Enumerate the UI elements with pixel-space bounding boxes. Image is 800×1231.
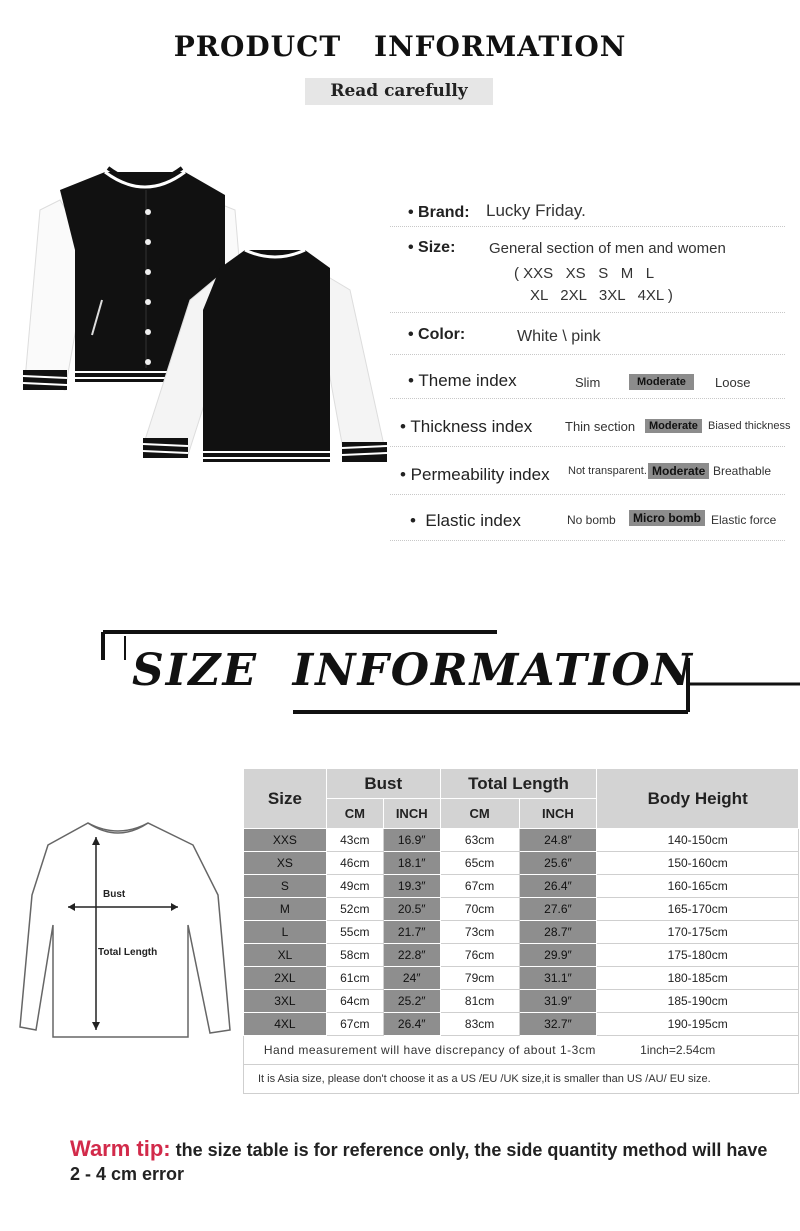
cell-size: 4XL (244, 1013, 327, 1036)
cell-length-inch: 26.4″ (519, 875, 597, 898)
size-table (243, 768, 799, 1094)
color-row (390, 321, 785, 355)
header-body-height: Body Height (597, 769, 799, 829)
elastic-opt-2: Micro bomb (629, 510, 705, 526)
cell-bust-inch: 18.1″ (383, 852, 440, 875)
header-bust: Bust (326, 769, 440, 799)
warm-tip-text: the size table is for reference only, the side quantity method will have 2 - 4 cm error (70, 1140, 768, 1184)
cell-bust-cm: 67cm (326, 1013, 383, 1036)
size-value: General section of men and women (489, 240, 726, 257)
elastic-index-label: • Elastic index (410, 511, 521, 530)
cell-size: L (244, 921, 327, 944)
cell-height: 165-170cm (597, 898, 799, 921)
cell-size: S (244, 875, 327, 898)
cell-bust-inch: 26.4″ (383, 1013, 440, 1036)
table-row (244, 875, 799, 898)
permeability-index-row (390, 455, 785, 495)
diagram-bust-label: Bust (103, 889, 126, 900)
theme-opt-2: Moderate (629, 374, 694, 390)
elastic-opt-3: Elastic force (711, 513, 777, 527)
cell-bust-inch: 24″ (383, 967, 440, 990)
cell-height: 170-175cm (597, 921, 799, 944)
note-row-2 (244, 1065, 799, 1094)
permeability-opt-1: Not transparent. (568, 465, 647, 477)
cell-length-inch: 29.9″ (519, 944, 597, 967)
cell-length-cm: 70cm (440, 898, 519, 921)
theme-opt-3: Loose (715, 375, 751, 390)
warm-tip-label: Warm tip: (70, 1136, 171, 1161)
cell-bust-inch: 25.2″ (383, 990, 440, 1013)
cell-bust-inch: 20.5″ (383, 898, 440, 921)
size-list-1: ( XXS XS S M L (514, 265, 655, 282)
cell-height: 150-160cm (597, 852, 799, 875)
color-label: • Color: (408, 326, 466, 343)
cell-height: 185-190cm (597, 990, 799, 1013)
cell-length-cm: 81cm (440, 990, 519, 1013)
elastic-opt-1: No bomb (567, 513, 616, 527)
thickness-opt-1: Thin section (565, 419, 636, 434)
table-row (244, 967, 799, 990)
size-list-2: XL 2XL 3XL 4XL ) (530, 287, 673, 304)
cell-size: XXS (244, 829, 327, 852)
cell-length-cm: 79cm (440, 967, 519, 990)
header-size: Size (244, 769, 327, 829)
cell-size: 2XL (244, 967, 327, 990)
cell-size: M (244, 898, 327, 921)
cell-length-cm: 63cm (440, 829, 519, 852)
sub-length-cm: CM (440, 799, 519, 829)
cell-length-inch: 31.1″ (519, 967, 597, 990)
cell-bust-cm: 61cm (326, 967, 383, 990)
table-row (244, 1013, 799, 1036)
sweater-diagram (18, 815, 240, 1045)
theme-opt-1: Slim (575, 375, 601, 390)
subtitle-badge: Read carefully (305, 78, 493, 105)
cell-bust-cm: 64cm (326, 990, 383, 1013)
jacket-images (20, 150, 400, 480)
cell-length-inch: 31.9″ (519, 990, 597, 1013)
size-label: • Size: (408, 239, 456, 256)
table-row (244, 898, 799, 921)
cell-bust-cm: 52cm (326, 898, 383, 921)
table-row (244, 829, 799, 852)
header-total-length: Total Length (440, 769, 597, 799)
thickness-opt-2: Moderate (645, 419, 702, 433)
cell-length-cm: 65cm (440, 852, 519, 875)
cell-height: 180-185cm (597, 967, 799, 990)
brand-label: • Brand: (408, 204, 470, 221)
cell-length-cm: 67cm (440, 875, 519, 898)
thickness-opt-3: Biased thickness (708, 420, 791, 432)
cell-length-cm: 83cm (440, 1013, 519, 1036)
table-row (244, 990, 799, 1013)
permeability-opt-3: Breathable (713, 464, 772, 478)
diagram-length-label: Total Length (98, 947, 158, 958)
cell-length-inch: 28.7″ (519, 921, 597, 944)
thickness-index-row (390, 407, 791, 447)
warm-tip (70, 1137, 770, 1186)
cell-length-inch: 24.8″ (519, 829, 597, 852)
theme-index-row (390, 363, 785, 399)
cell-bust-cm: 43cm (326, 829, 383, 852)
elastic-index-row (390, 503, 785, 541)
cell-bust-cm: 55cm (326, 921, 383, 944)
cell-height: 160-165cm (597, 875, 799, 898)
cell-bust-cm: 49cm (326, 875, 383, 898)
cell-size: XL (244, 944, 327, 967)
table-row (244, 852, 799, 875)
cell-bust-inch: 19.3″ (383, 875, 440, 898)
permeability-opt-2: Moderate (648, 463, 709, 479)
cell-bust-inch: 16.9″ (383, 829, 440, 852)
cell-height: 140-150cm (597, 829, 799, 852)
sub-length-inch: INCH (519, 799, 597, 829)
cell-bust-inch: 21.7″ (383, 921, 440, 944)
permeability-index-label: • Permeability index (400, 465, 550, 484)
note-inch: 1inch=2.54cm (640, 1043, 716, 1057)
table-row (244, 944, 799, 967)
size-row (390, 235, 785, 313)
cell-length-inch: 27.6″ (519, 898, 597, 921)
cell-length-inch: 25.6″ (519, 852, 597, 875)
note-asia-size: It is Asia size, please don't choose it as a US /EU /UK size,it is smaller than US /AU/ EU size. (244, 1065, 799, 1094)
theme-index-label: • Theme index (408, 371, 517, 390)
cell-bust-cm: 46cm (326, 852, 383, 875)
sub-bust-inch: INCH (383, 799, 440, 829)
color-value: White \ pink (517, 328, 601, 345)
thickness-index-label: • Thickness index (400, 417, 533, 436)
cell-length-cm: 76cm (440, 944, 519, 967)
brand-value: Lucky Friday. (486, 201, 586, 220)
cell-length-inch: 32.7″ (519, 1013, 597, 1036)
page-title: PRODUCT INFORMATION (173, 30, 627, 63)
size-info-title: SIZE INFORMATION (132, 645, 694, 696)
cell-size: 3XL (244, 990, 327, 1013)
cell-bust-inch: 22.8″ (383, 944, 440, 967)
cell-bust-cm: 58cm (326, 944, 383, 967)
size-rows (244, 829, 799, 1094)
table-row (244, 921, 799, 944)
cell-height: 175-180cm (597, 944, 799, 967)
note-row-1 (244, 1036, 799, 1065)
cell-height: 190-195cm (597, 1013, 799, 1036)
cell-size: XS (244, 852, 327, 875)
cell-length-cm: 73cm (440, 921, 519, 944)
brand-row (390, 195, 785, 227)
sub-bust-cm: CM (326, 799, 383, 829)
note-discrepancy: Hand measurement will have discrepancy of about 1-3cm (263, 1043, 596, 1057)
